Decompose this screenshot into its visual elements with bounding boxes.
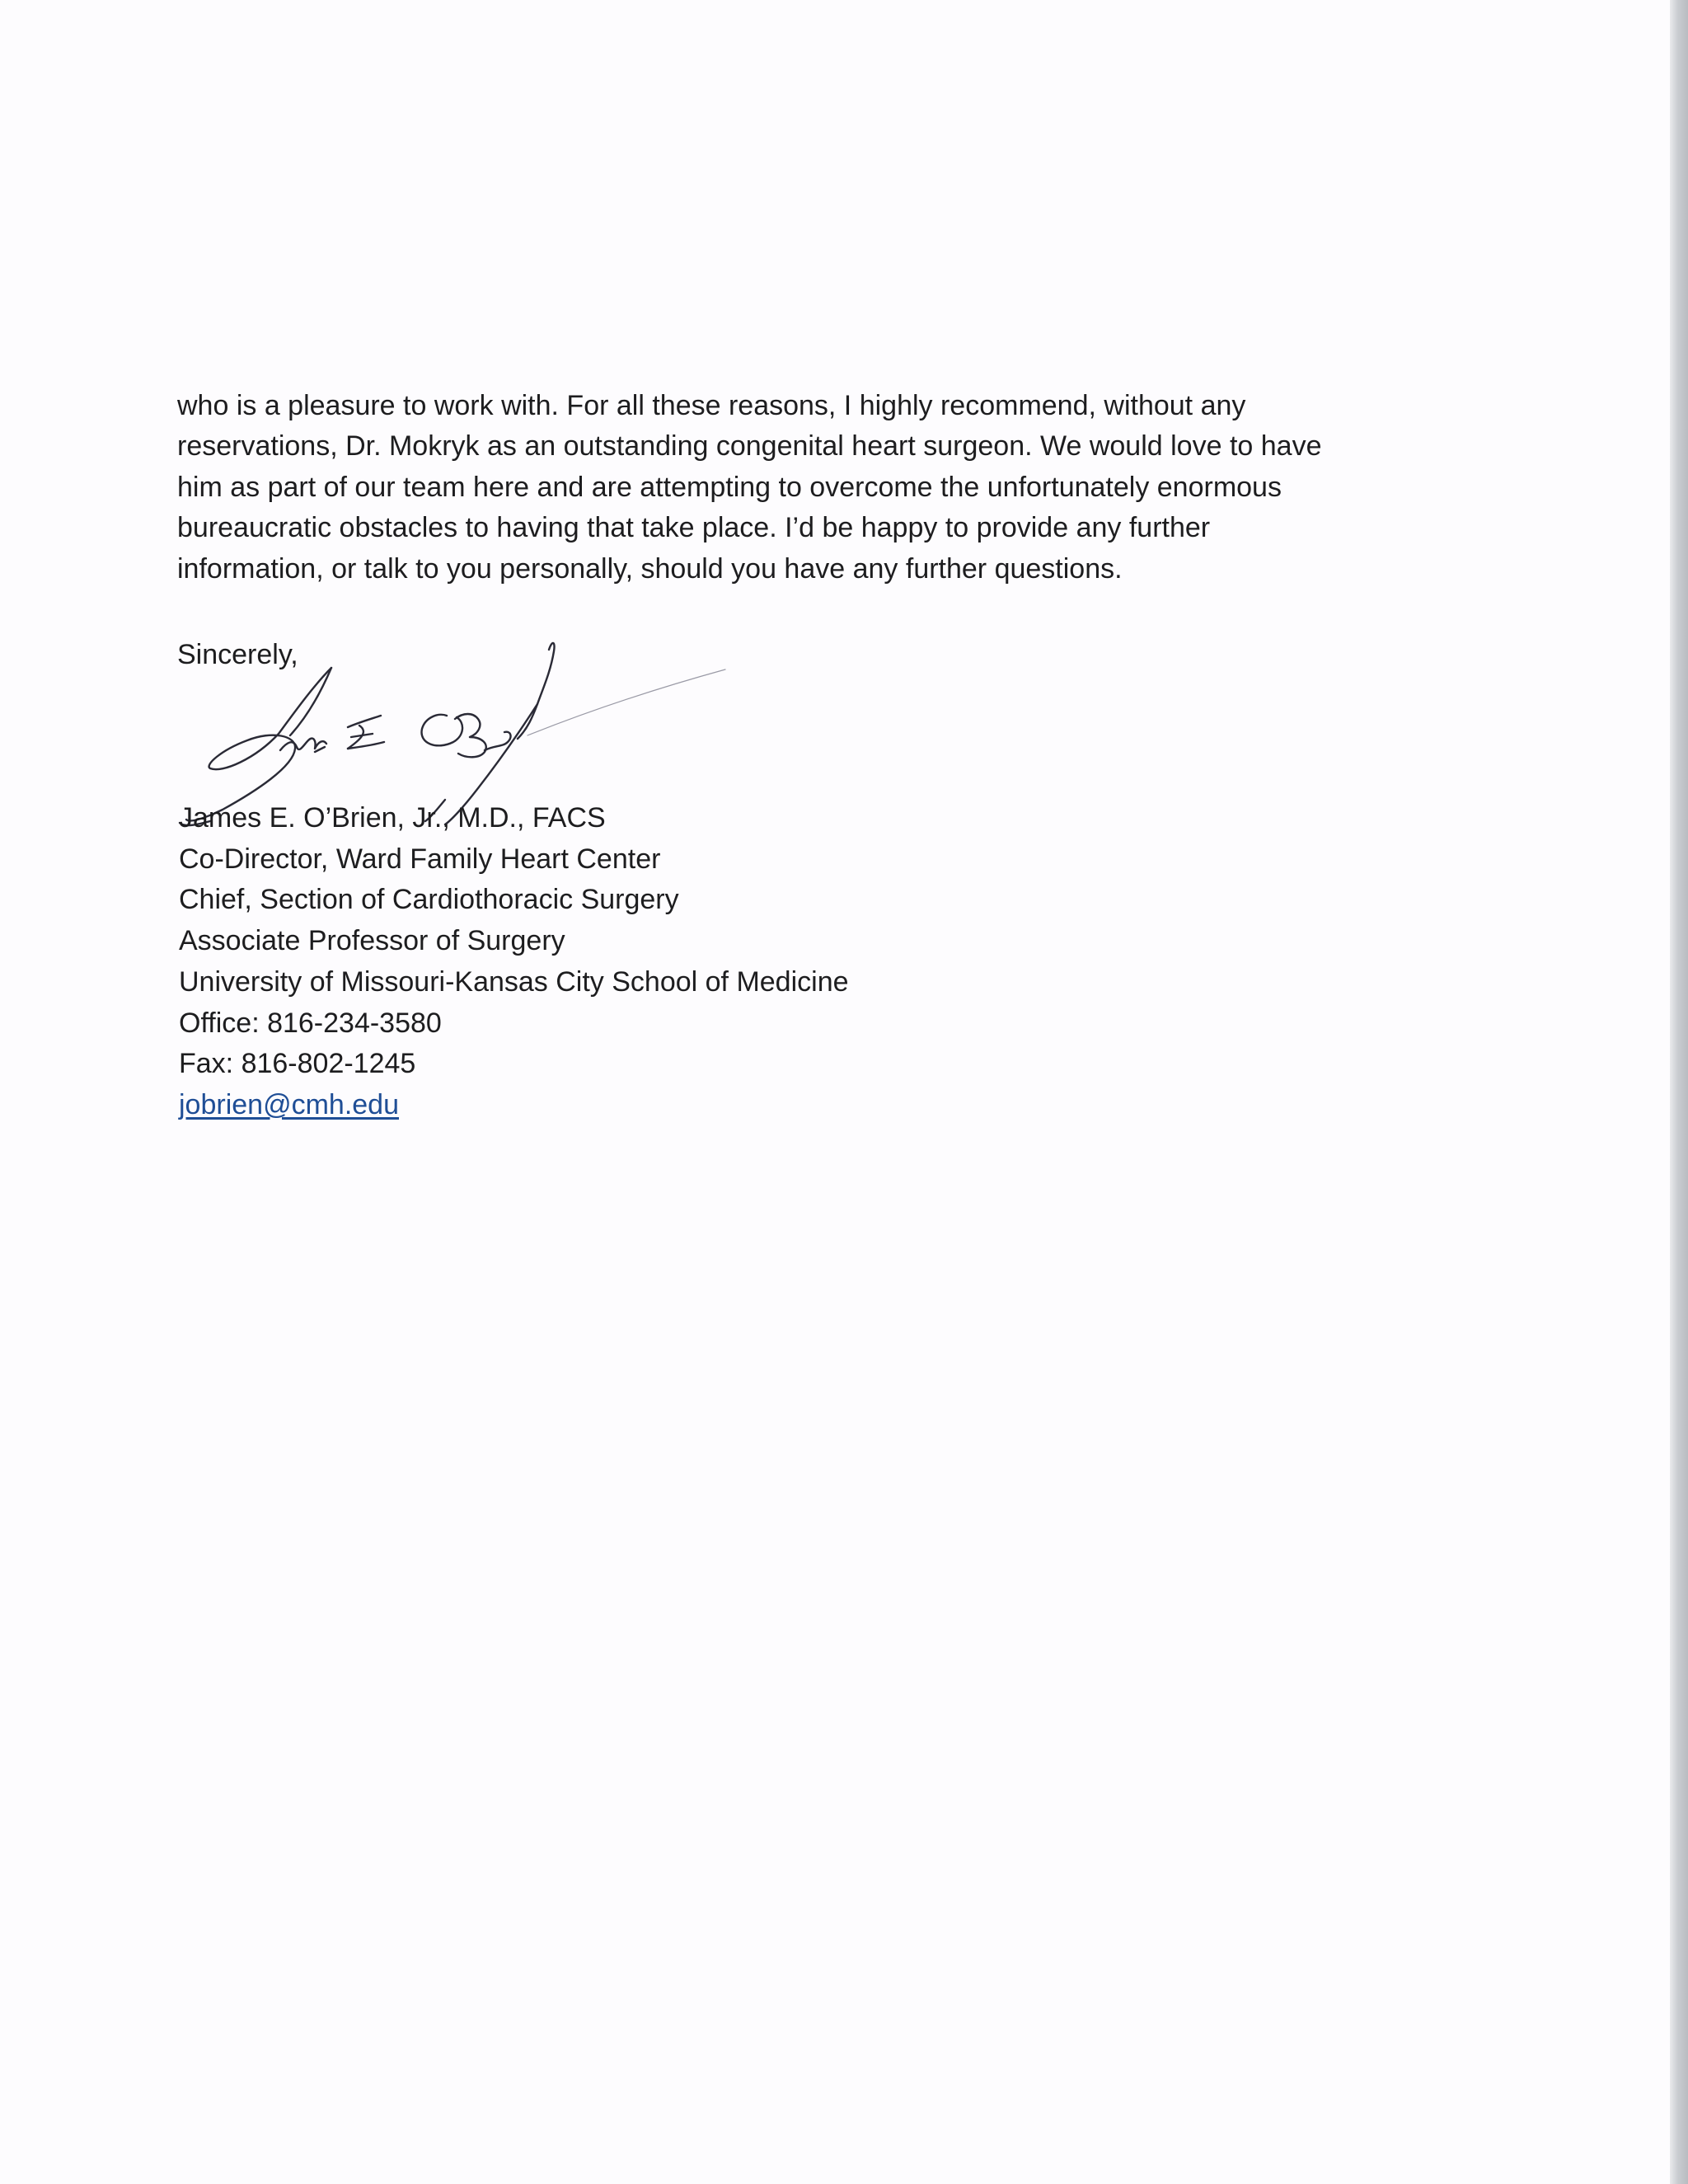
email-link[interactable]: jobrien@cmh.edu <box>179 1088 399 1120</box>
fax-number: Fax: 816-802-1245 <box>179 1048 416 1080</box>
signatory-title: Co-Director, Ward Family Heart Center <box>179 843 661 875</box>
body-line: who is a pleasure to work with. For all these reasons, I highly recommend, without any <box>177 390 1246 421</box>
body-paragraph <box>177 386 1463 589</box>
closing-salutation: Sincerely, <box>177 639 298 670</box>
body-line: him as part of our team here and are attempting to overcome the unfortunately enormous <box>177 471 1282 503</box>
signature-block <box>179 798 849 1126</box>
body-line: reservations, Dr. Mokryk as an outstanding congenital heart surgeon. We would love to have <box>177 430 1322 463</box>
signatory-name: James E. O’Brien, Jr., M.D., FACS <box>179 802 606 834</box>
page-edge-shadow <box>1670 0 1688 2184</box>
office-phone: Office: 816-234-3580 <box>179 1007 442 1039</box>
signatory-title: Associate Professor of Surgery <box>179 925 565 957</box>
signatory-institution: University of Missouri-Kansas City School of Medicine <box>179 965 849 998</box>
body-line: information, or talk to you personally, should you have any further questions. <box>177 552 1123 585</box>
signatory-title: Chief, Section of Cardiothoracic Surgery <box>179 884 679 916</box>
body-line: bureaucratic obstacles to having that take place. I’d be happy to provide any further <box>177 512 1211 544</box>
